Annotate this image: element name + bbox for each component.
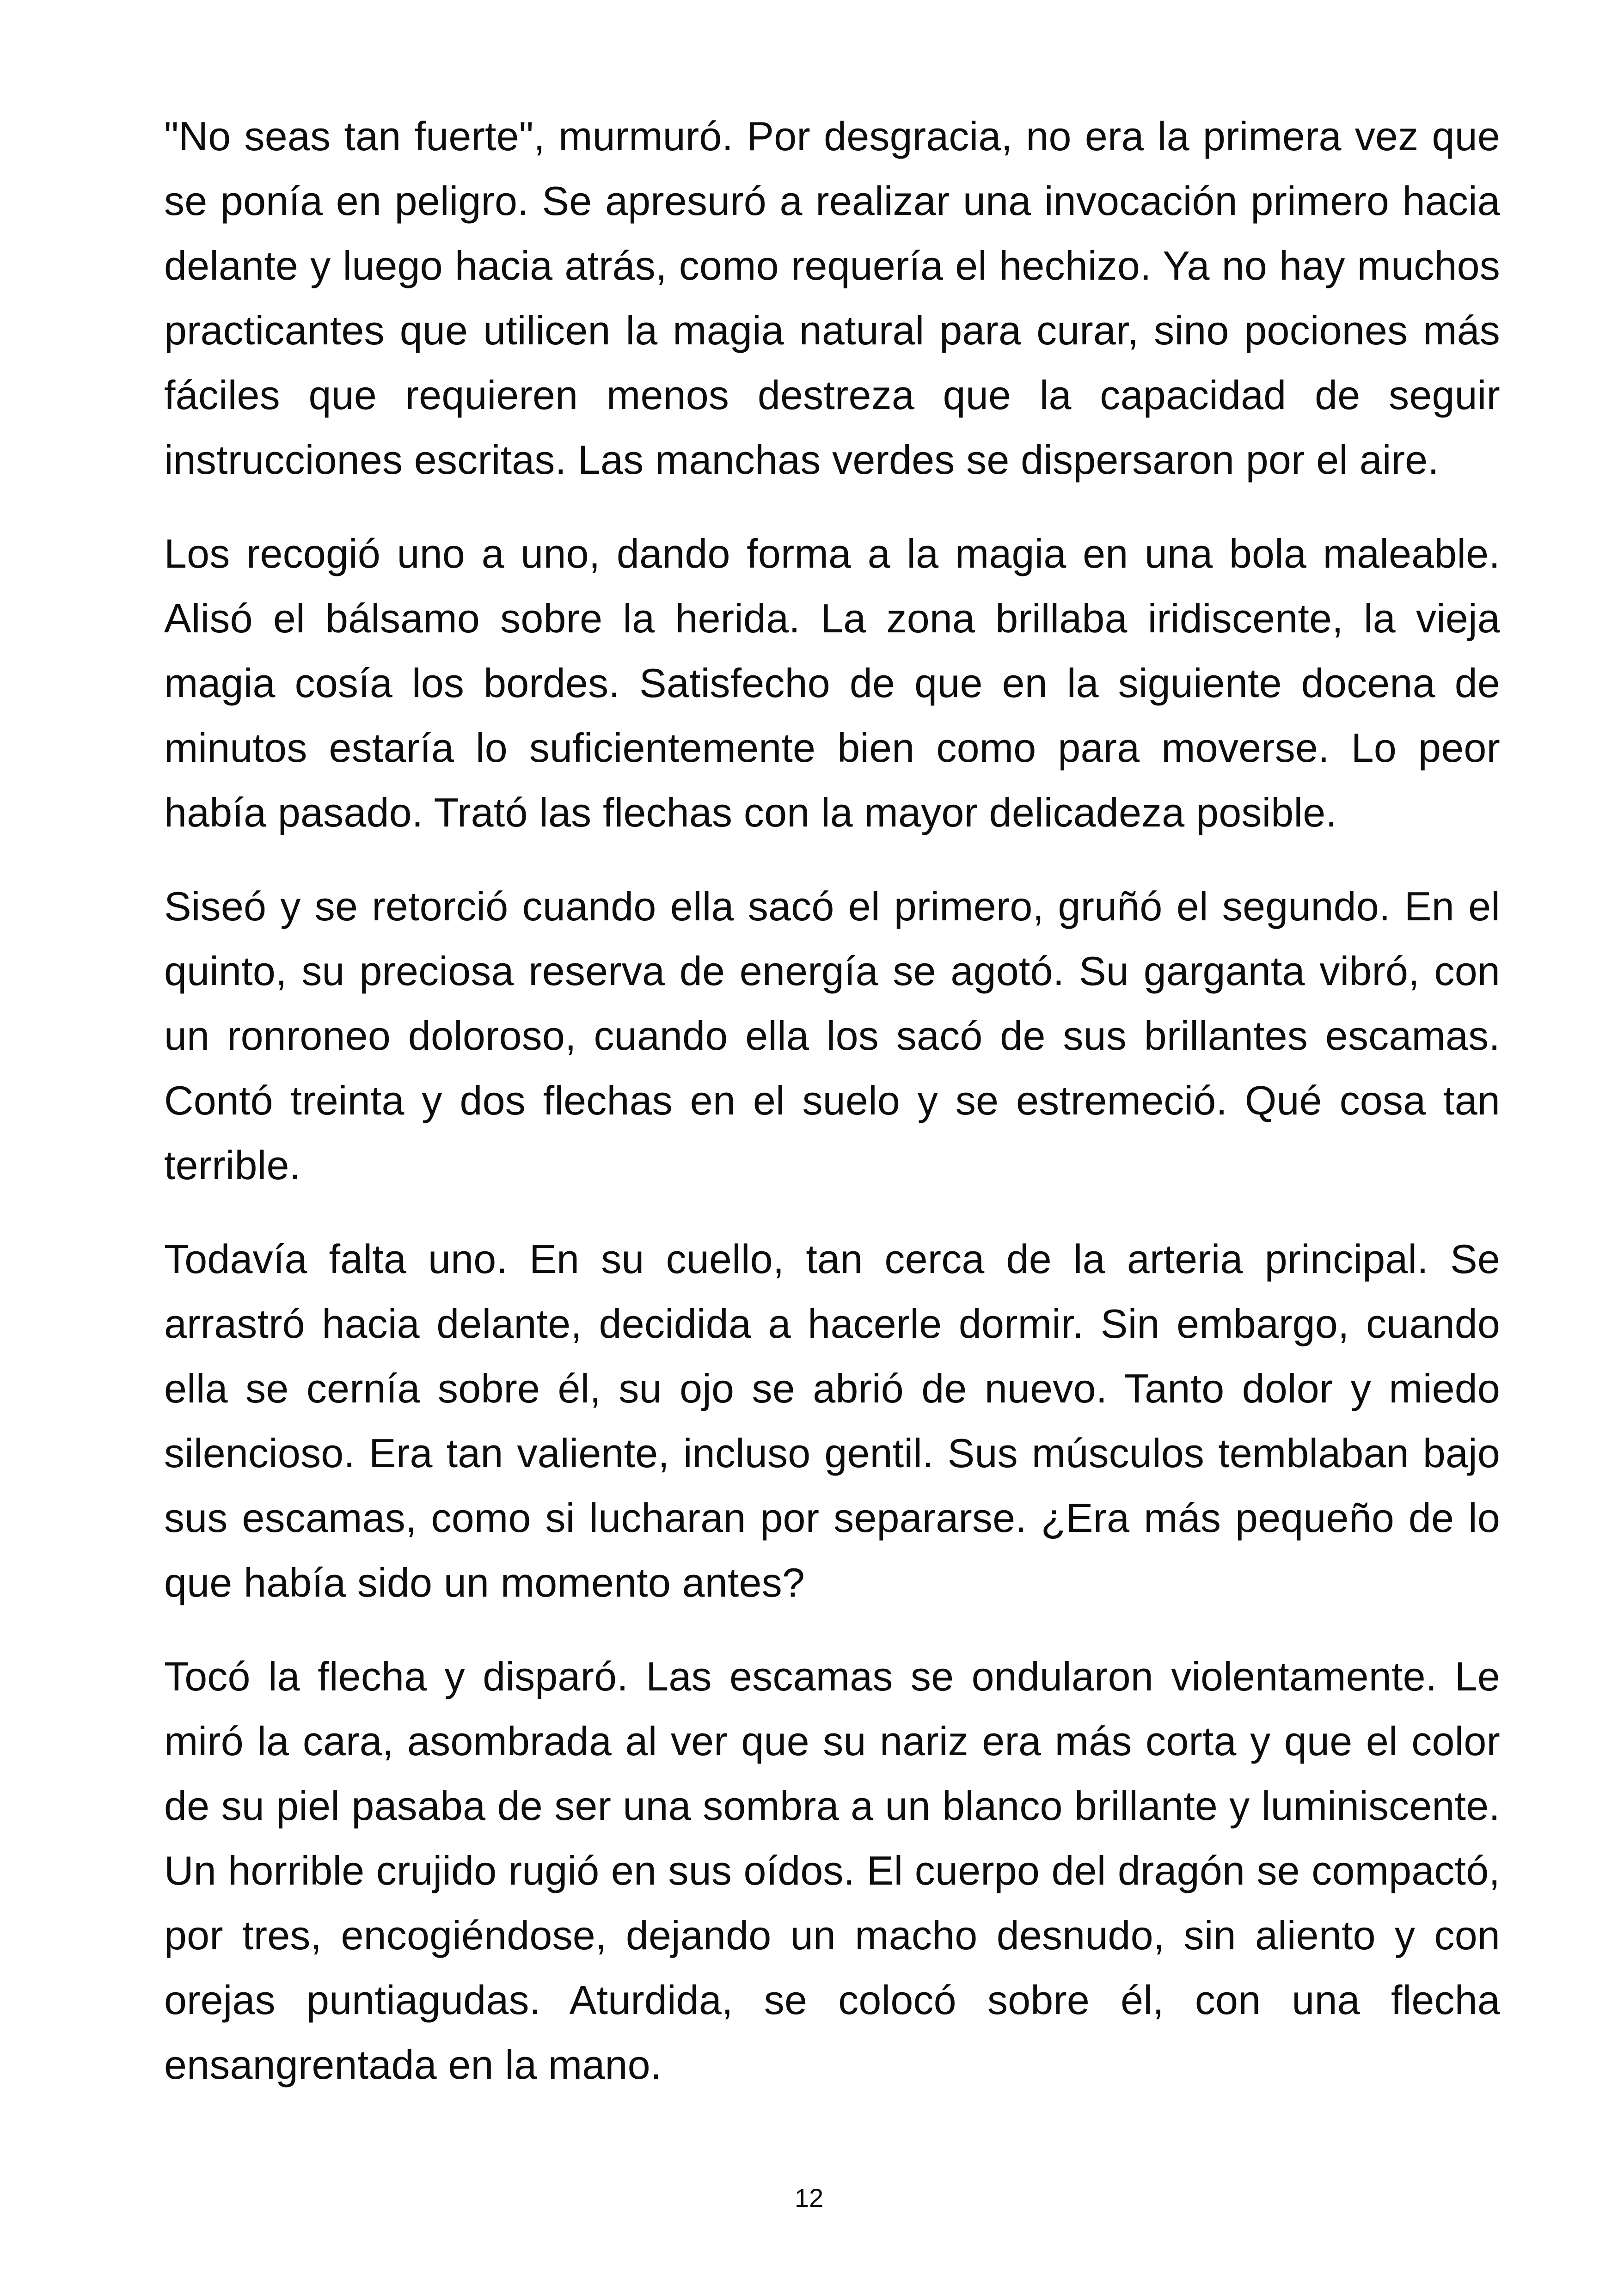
paragraph-3: Siseó y se retorció cuando ella sacó el primero, gruñó el segundo. En el quinto, su preciosa reserva de energía se agotó. Su garganta vibró, con un ronroneo doloroso, cuando ella los sacó de sus brillantes escamas. Contó treinta y dos flechas en el suelo y se estremeció. Qué cosa tan terrible.	[164, 883, 1500, 1188]
paragraph-4: Todavía falta uno. En su cuello, tan cerca de la arteria principal. Se arrastró hacia delante, decidida a hacerle dormir. Sin embargo, cuando ella se cernía sobre él, su ojo se abrió de nuevo. Tanto dolor y miedo silencioso. Era tan valiente, incluso gentil. Sus músculos temblaban bajo sus escamas, como si lucharan por separarse. ¿Era más pequeño de lo que había sido un momento antes?	[164, 1236, 1500, 1605]
body-text	[164, 104, 1500, 2097]
page-number: 12	[794, 2183, 824, 2212]
paragraph-5: Tocó la flecha y disparó. Las escamas se ondularon violentamente. Le miró la cara, asombrada al ver que su nariz era más corta y que el color de su piel pasaba de ser una sombra a un blanco brillante y luminiscente. Un horrible crujido rugió en sus oídos. El cuerpo del dragón se compactó, por tres, encogiéndose, dejando un macho desnudo, sin aliento y con orejas puntiagudas. Aturdida, se colocó sobre él, con una flecha ensangrentada en la mano.	[164, 1653, 1500, 2088]
paragraph-2: Los recogió uno a uno, dando forma a la magia en una bola maleable. Alisó el bálsamo sobre la herida. La zona brillaba iridiscente, la vieja magia cosía los bordes. Satisfecho de que en la siguiente docena de minutos estaría lo suficientemente bien como para moverse. Lo peor había pasado. Trató las flechas con la mayor delicadeza posible.	[164, 531, 1500, 835]
paragraph-1: "No seas tan fuerte", murmuró. Por desgracia, no era la primera vez que se ponía en peligro. Se apresuró a realizar una invocación primero hacia delante y luego hacia atrás, como requería el hechizo. Ya no hay muchos practicantes que utilicen la magia natural para curar, sino pociones más fáciles que requieren menos destreza que la capacidad de seguir instrucciones escritas. Las manchas verdes se dispersaron por el aire.	[164, 113, 1500, 483]
